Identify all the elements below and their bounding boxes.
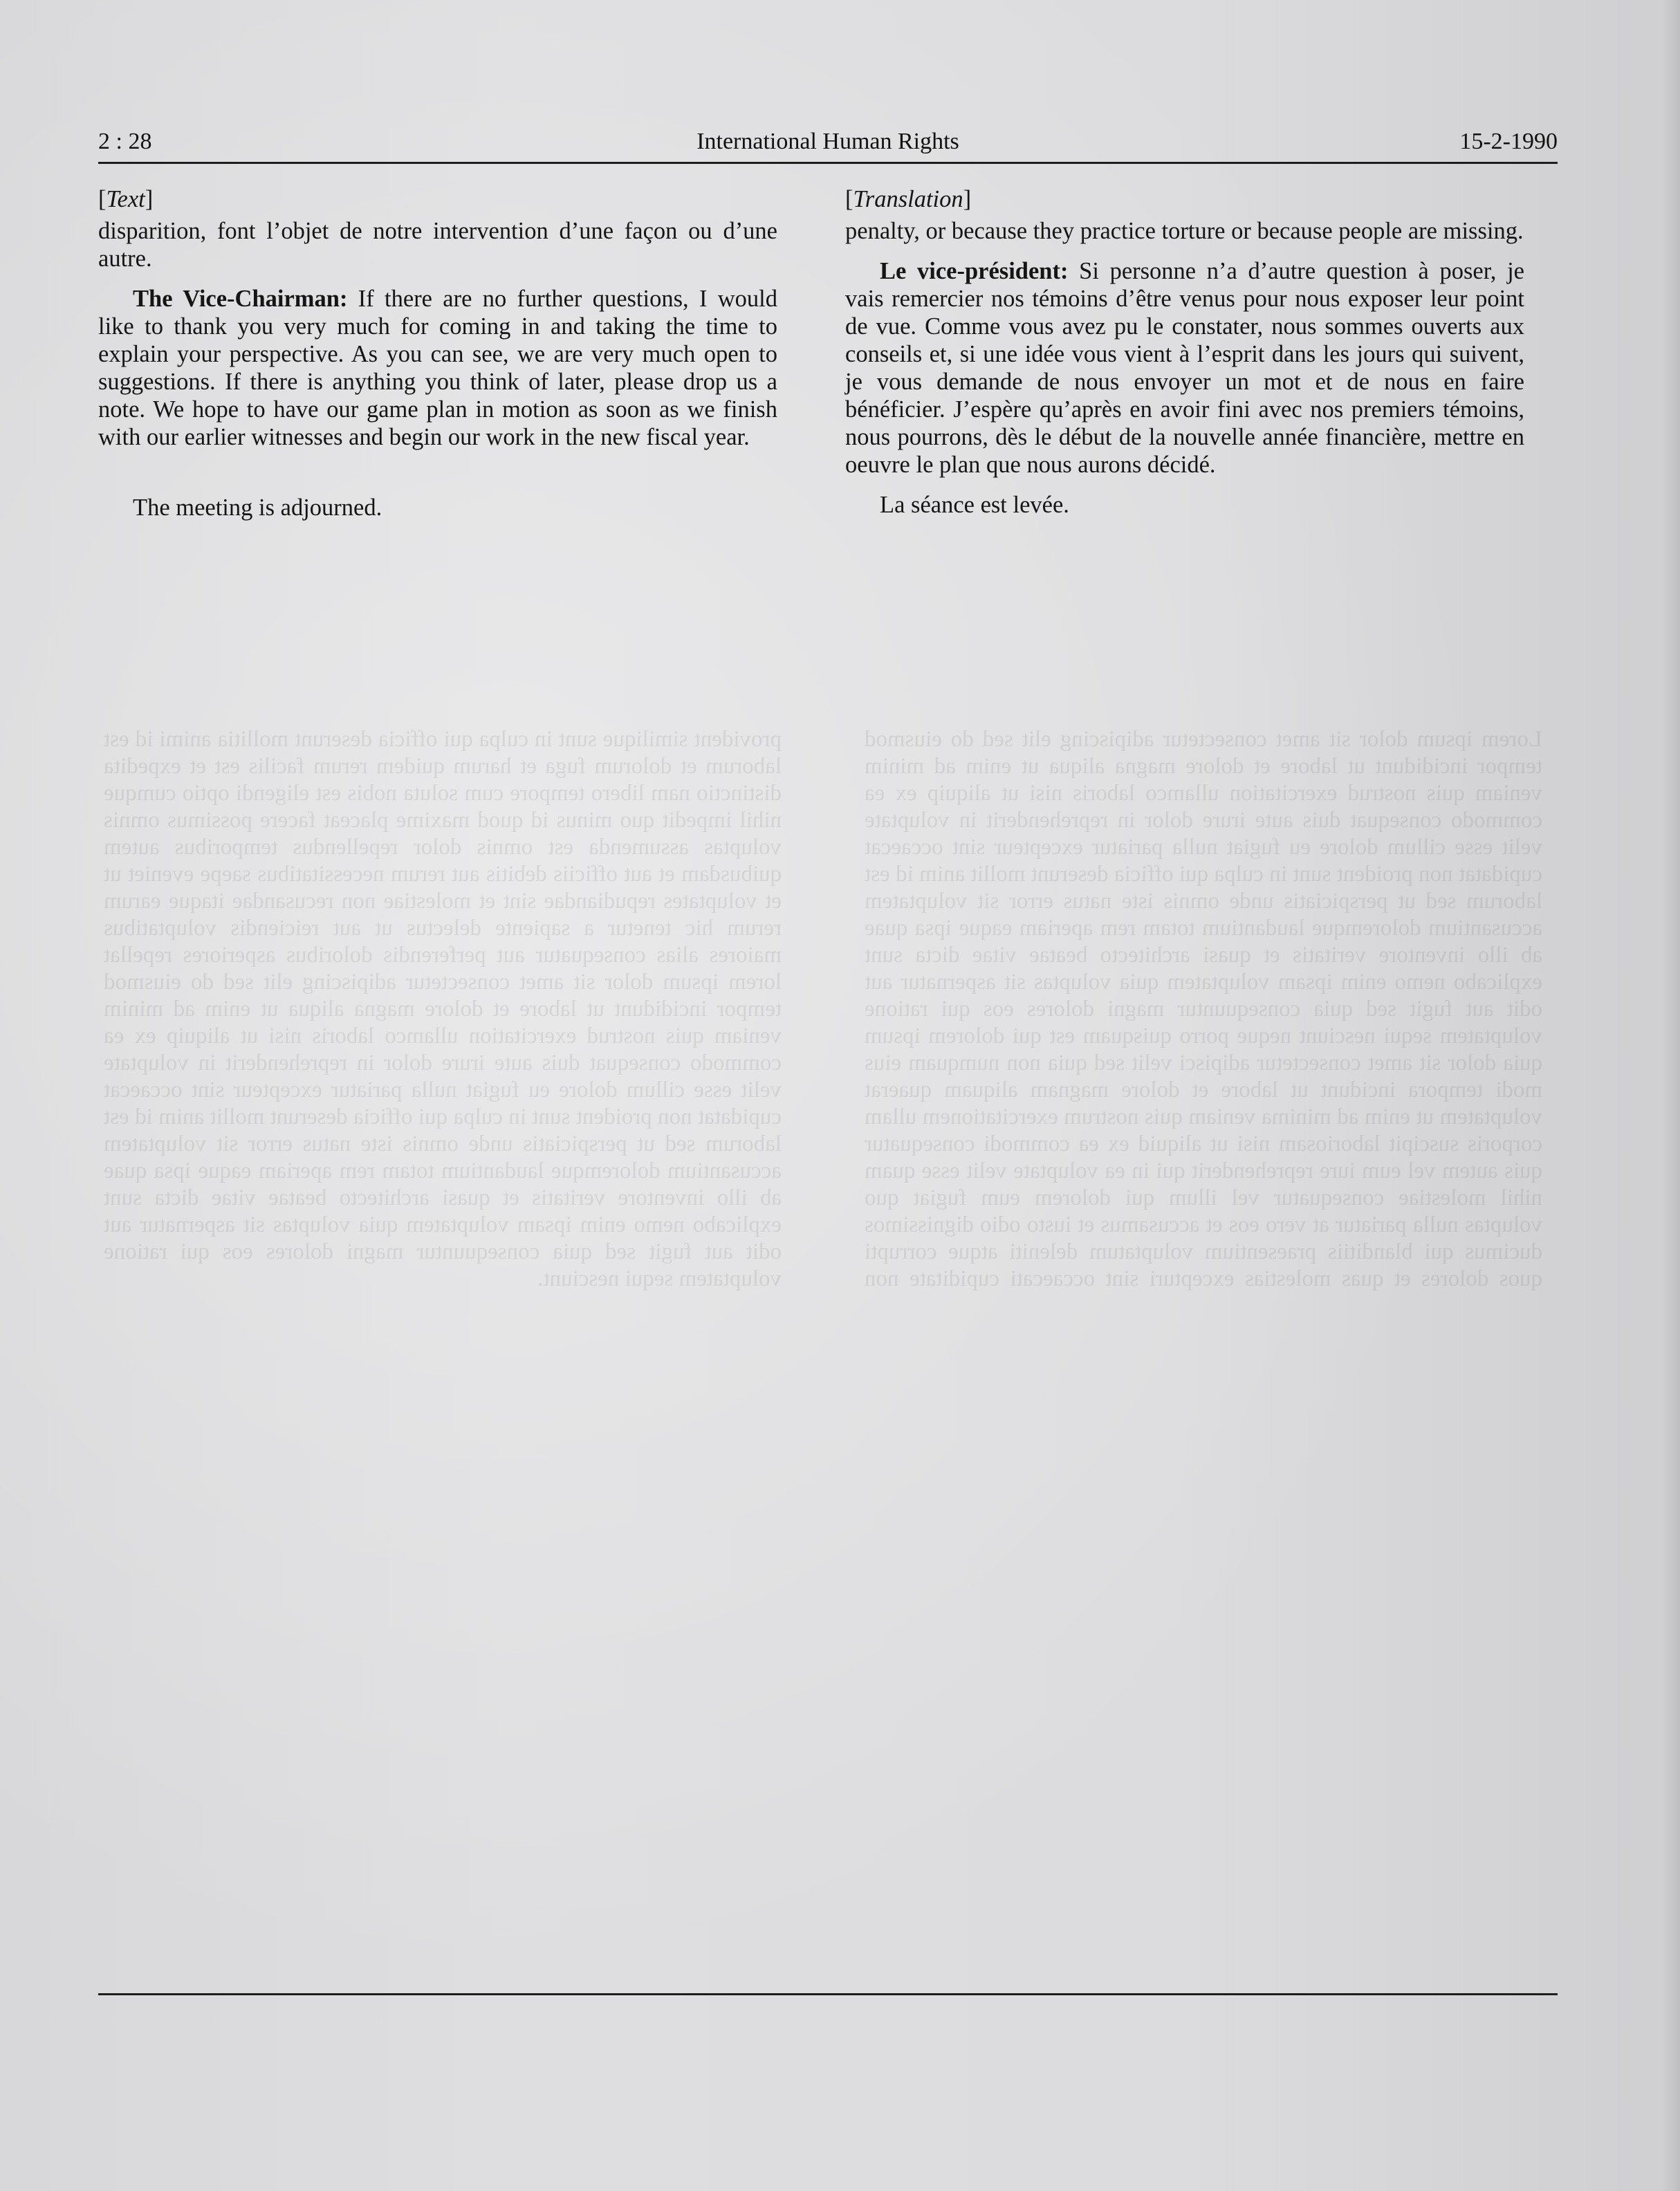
translation-column xyxy=(845,185,1524,531)
speaker-paragraph xyxy=(98,285,777,451)
column-label-text: Translation xyxy=(853,186,963,212)
header-date: 15-2-1990 xyxy=(1459,129,1558,154)
speaker-name: The Vice-Chairman: xyxy=(133,286,348,312)
speaker-paragraph xyxy=(845,257,1524,479)
adjournment-line: The meeting is adjourned. xyxy=(133,494,382,521)
column-label-text: Text xyxy=(106,186,145,212)
adjournment-line: La séance est levée. xyxy=(880,492,1069,518)
speaker-name: Le vice-président: xyxy=(880,258,1069,284)
paragraph: penalty, or because they practice torture or because people are missing. xyxy=(845,218,1524,244)
page-number: 2 : 28 xyxy=(98,129,152,154)
paragraph: disparition, font l’objet de notre intervention d’une façon ou d’une autre. xyxy=(98,218,777,272)
running-title: International Human Rights xyxy=(696,129,959,154)
page-header xyxy=(98,129,1558,162)
column-label: [Translation] xyxy=(845,186,972,212)
speech-text: Si personne n’a d’autre question à poser, je vais remercier nos témoins d’être venus pour nous exposer leur point de vue. Comme vous avez pu le constater, nous sommes ouverts aux conseils et, si une idée vous vient à l’esprit dans les jours qui suivent, je vous demande de nous envoyer un mot et de nous en faire bénéficier. J’espère qu’après en avoir fini avec nos premiers témoins, nous pourrons, dès le début de la nouvelle année financière, mettre en oeuvre le plan que nous aurons décidé. xyxy=(845,258,1524,478)
show-through-texture: Lorem ipsum dolor sit amet consectetur adipiscing elit sed do eiusmod tempor incididunt ut labore et dolore magna aliqua ut enim ad minim veniam quis nostrud exercitation ullamco laboris nisi ut aliquip ex ea commodo consequat duis aute irure dolor in reprehenderit in voluptate velit esse cillum dolore eu fugiat nulla pariatur excepteur sint occaecat cupidatat non proident sunt in culpa qui officia deserunt mollit anim id est laborum sed ut perspiciatis unde omnis iste natus error sit voluptatem accusantium doloremque laudantium totam rem aperiam eaque ipsa quae ab illo inventore veritatis et quasi architecto beatae vitae dicta sunt explicabo nemo enim ipsam voluptatem quia voluptas sit aspernatur aut odit aut fugit sed quia consequuntur magni dolores eos qui ratione voluptatem sequi nesciunt neque porro quisquam est qui dolorem ipsum quia dolor sit amet consectetur adipisci velit sed quia non numquam eius modi tempora incidunt ut labore et dolore magnam aliquam quaerat voluptatem ut enim ad minima veniam quis nostrum exercitationem ullam corporis suscipit laboriosam nisi ut aliquid ex ea commodi consequatur quis autem vel eum iure reprehenderit qui in ea voluptate velit esse quam nihil molestiae consequatur vel illum qui dolorem eum fugiat quo voluptas nulla pariatur at vero eos et accusamus et iusto odio dignissimos ducimus qui blanditiis praesentium voluptatum deleniti atque corrupti quos dolores et quas molestias excepturi sint occaecati cupiditate non provident similique sunt in culpa qui officia deserunt mollitia animi id est laborum et dolorum fuga et harum quidem rerum facilis est et expedita distinctio nam libero tempore cum soluta nobis est eligendi optio cumque nihil impedit quo minus id quod maxime placeat facere possimus omnis voluptas assumenda est omnis dolor repellendus temporibus autem quibusdam et aut officiis debitis aut rerum necessitatibus saepe eveniet ut et voluptates repudiandae sint et molestiae non recusandae itaque earum rerum hic tenetur a sapiente delectus ut aut reiciendis voluptatibus maiores alias consequatur aut perferendis doloribus asperiores repellat lorem ipsum dolor sit amet consectetur adipiscing elit sed do eiusmod tempor incididunt ut labore et dolore magna aliqua ut enim ad minim veniam quis nostrud exercitation ullamco laboris nisi ut aliquip ex ea commodo consequat duis aute irure dolor in reprehenderit in voluptate velit esse cillum dolore eu fugiat nulla pariatur excepteur sint occaecat cupidatat non proident sunt in culpa qui officia deserunt mollit anim id est laborum sed ut perspiciatis unde omnis iste natus error sit voluptatem accusantium doloremque laudantium totam rem aperiam eaque ipsa quae ab illo inventore veritatis et quasi architecto beatae vitae dicta sunt explicabo nemo enim ipsam voluptatem quia voluptas sit aspernatur aut odit aut fugit sed quia consequuntur magni dolores eos qui ratione voluptatem sequi nesciunt. xyxy=(104,727,1542,1291)
text-column xyxy=(98,185,777,534)
footer-rule xyxy=(98,1993,1558,1995)
header-rule xyxy=(98,162,1558,164)
speech-text: If there are no further questions, I would like to thank you very much for coming in and taking the time to explain your perspective. As you can see, we are very much open to suggestions. If there is anything you think of later, please drop us a note. We hope to have our game plan in motion as soon as we finish with our earlier witnesses and begin our work in the new fiscal year. xyxy=(98,286,778,450)
column-label: [Text] xyxy=(98,186,154,212)
page-edge-shadow xyxy=(1662,0,1680,2191)
